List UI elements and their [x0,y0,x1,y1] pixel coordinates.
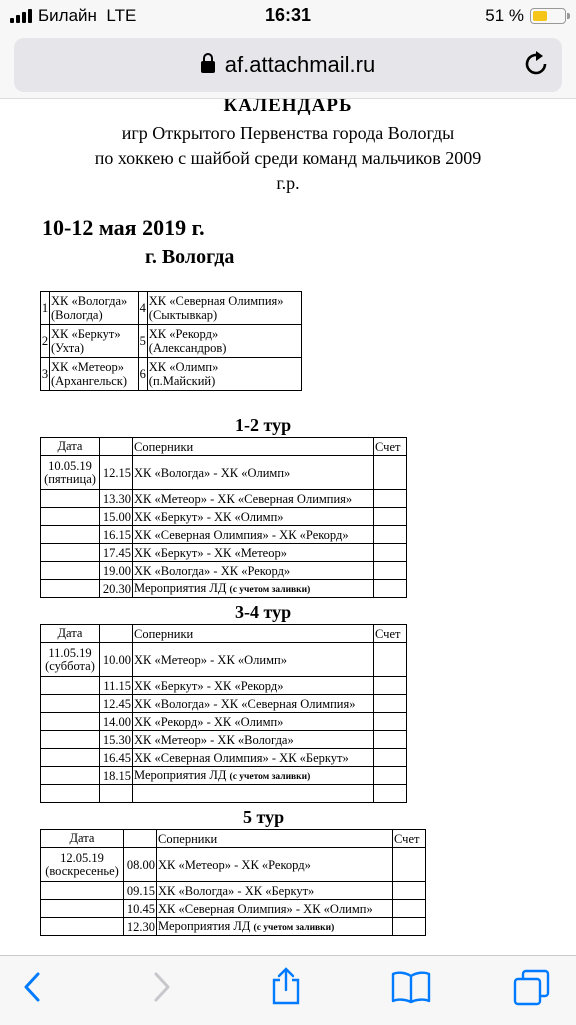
team-cell: ХК «Метеор» (Архангельск) [50,358,139,391]
browser-toolbar [0,955,576,1025]
doc-title: КАЛЕНДАРЬ [223,99,353,116]
game-match: ХК «Вологда» - ХК «Олимп» [133,456,374,490]
game-time: 12.45 [100,695,133,713]
game-match: Мероприятия ЛД (с учетом заливки) [133,580,374,598]
game-match: Мероприятия ЛД (с учетом заливки) [133,767,374,785]
score-cell [374,490,407,508]
forward-icon[interactable] [148,970,174,1004]
game-match: ХК «Метеор» - ХК «Вологда» [133,731,374,749]
score-cell [374,767,407,785]
score-cell [374,643,407,677]
team-number: 1 [41,292,50,325]
schedule-table-round-5 [40,829,426,936]
game-time: 19.00 [100,562,133,580]
schedule-table-round-1-2 [40,437,407,598]
game-match: ХК «Северная Олимпия» - ХК «Беркут» [133,749,374,767]
header-score: Счет [393,830,426,848]
team-cell: ХК «Беркут» (Ухта) [50,325,139,358]
doc-subtitle-1: игр Открытого Первенства города Вологды [121,123,455,143]
date-cell: 11.05.19 (суббота) [41,643,100,677]
score-cell [374,526,407,544]
header-opponents: Соперники [133,625,374,643]
network-label: LTE [106,6,137,25]
game-time: 12.30 [124,918,157,936]
game-time: 17.45 [100,544,133,562]
game-time: 15.30 [100,731,133,749]
tabs-icon[interactable] [512,968,552,1008]
team-cell: ХК «Вологда» (Вологда) [50,292,139,325]
game-match: ХК «Метеор» - ХК «Северная Олимпия» [133,490,374,508]
game-time: 08.00 [124,848,157,882]
score-cell [374,508,407,526]
game-note: (с учетом заливки) [253,922,335,933]
game-time: 11.15 [100,677,133,695]
round-title: 5 тур [243,807,285,827]
game-time: 18.15 [100,767,133,785]
score-cell [393,918,426,936]
game-match: ХК «Рекорд» - ХК «Олимп» [133,713,374,731]
score-cell [393,848,426,882]
team-cell: ХК «Олимп» (п.Майский) [147,358,301,391]
game-match: ХК «Северная Олимпия» - ХК «Олимп» [157,900,393,918]
carrier-label: Билайн [38,6,97,25]
score-cell [374,713,407,731]
event-dates: 10-12 мая 2019 г. [42,215,205,240]
score-cell [374,695,407,713]
status-bar [0,0,576,34]
game-time: 09.15 [124,882,157,900]
header-date: Дата [41,625,100,643]
game-match: ХК «Вологда» - ХК «Северная Олимпия» [133,695,374,713]
score-cell [374,456,407,490]
game-match: ХК «Беркут» - ХК «Олимп» [133,508,374,526]
header-opponents: Соперники [133,438,374,456]
event-city: г. Вологда [145,246,235,268]
browser-header [0,34,576,99]
score-cell [393,900,426,918]
game-match: ХК «Северная Олимпия» - ХК «Рекорд» [133,526,374,544]
team-number: 2 [41,325,50,358]
round-title: 3-4 тур [235,602,292,622]
back-icon[interactable] [20,970,46,1004]
game-time: 16.15 [100,526,133,544]
game-time: 12.15 [100,456,133,490]
score-cell [374,677,407,695]
header-date: Дата [41,438,100,456]
score-cell [393,882,426,900]
schedule-table-round-3-4 [40,624,407,803]
pdf-document [0,99,576,955]
game-match: ХК «Беркут» - ХК «Рекорд» [133,677,374,695]
date-cell: 10.05.19 (пятница) [41,456,100,490]
url-text: af.attachmail.ru [224,52,376,77]
team-number: 5 [138,325,147,358]
score-cell [374,544,407,562]
game-match: ХК «Метеор» - ХК «Рекорд» [157,848,393,882]
game-time: 10.00 [100,643,133,677]
team-cell: ХК «Северная Олимпия» (Сыктывкар) [147,292,301,325]
game-note: (с учетом заливки) [229,584,311,595]
score-cell [374,562,407,580]
game-match: ХК «Беркут» - ХК «Метеор» [133,544,374,562]
game-time: 15.00 [100,508,133,526]
battery-icon [530,8,566,24]
score-cell [374,580,407,598]
round-title: 1-2 тур [235,415,292,435]
date-cell: 12.05.19 (воскресенье) [41,848,124,882]
team-number: 3 [41,358,50,391]
team-number: 4 [138,292,147,325]
game-time: 13.30 [100,490,133,508]
share-icon[interactable] [270,966,302,1006]
score-cell [374,749,407,767]
bookmarks-icon[interactable] [390,970,432,1004]
team-number: 6 [138,358,147,391]
game-match: ХК «Метеор» - ХК «Олимп» [133,643,374,677]
clock: 16:31 [264,5,312,25]
address-bar[interactable] [14,38,562,92]
header-score: Счет [374,438,407,456]
lock-icon [201,61,215,73]
game-match: ХК «Вологда» - ХК «Рекорд» [133,562,374,580]
header-score: Счет [374,625,407,643]
header-opponents: Соперники [157,830,393,848]
reload-icon[interactable] [524,50,550,78]
battery-percent: 51 % [485,6,524,25]
teams-table [40,291,302,391]
team-cell: ХК «Рекорд» (Александров) [147,325,301,358]
doc-subtitle-2: по хоккею с шайбой среди команд мальчиков 2009 [94,148,482,168]
game-match: ХК «Вологда» - ХК «Беркут» [157,882,393,900]
game-time: 20.30 [100,580,133,598]
game-time: 10.45 [124,900,157,918]
header-date: Дата [41,830,124,848]
game-time: 16.45 [100,749,133,767]
doc-subtitle-3: г.р. [276,173,300,193]
score-cell [374,731,407,749]
game-match: Мероприятия ЛД (с учетом заливки) [157,918,393,936]
game-time: 14.00 [100,713,133,731]
game-note: (с учетом заливки) [229,771,311,782]
